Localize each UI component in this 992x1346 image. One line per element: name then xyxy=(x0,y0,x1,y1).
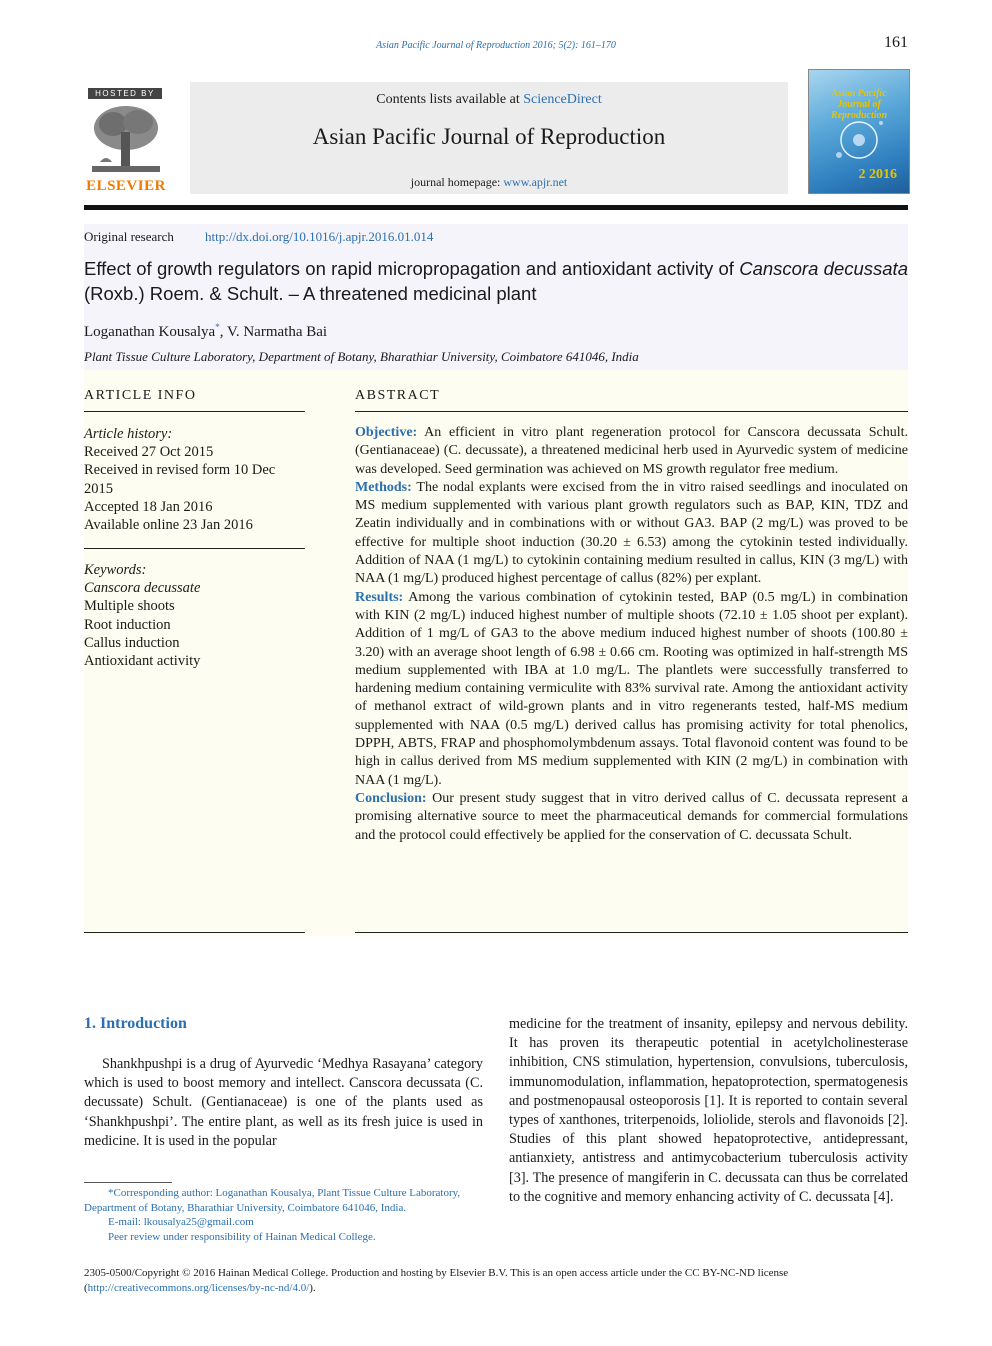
keyword: Root induction xyxy=(84,616,171,633)
affiliation: Plant Tissue Culture Laboratory, Department of Botany, Bharathiar University, Coimbatore 641046, India xyxy=(84,349,639,364)
journal-homepage: journal homepage: www.apjr.net xyxy=(410,175,568,189)
abstract-objective: Objective: An efficient in vitro plant regeneration protocol for Canscora decussata Schult. (Gentianaceae) (C. decussate), a threatened medicinal herb used in Ayurvedic system of medicine was developed. Seed germination was achieved on MS growth regulator free medium. xyxy=(355,425,908,477)
article-title: Effect of growth regulators on rapid micropropagation and antioxidant activity of Canscora decussata (Roxb.) Roem. & Schult. – A threatened medicinal plant xyxy=(84,258,908,304)
cover-title: Asian Pacific Journal of Reproduction xyxy=(830,88,888,121)
article-info-heading: ARTICLE INFO xyxy=(84,388,197,403)
article-history: Article history: Received 27 Oct 2015 Received in revised form 10 Dec 2015 Accepted 18 Jan 2016 Available online 23 Jan 2016 xyxy=(84,425,305,534)
keyword: Canscora decussate xyxy=(84,580,201,597)
history-item: Received 27 Oct 2015 xyxy=(84,444,214,461)
contents-line: Contents lists available at ScienceDirect xyxy=(376,92,602,107)
keyword: Multiple shoots xyxy=(84,598,175,615)
article-type: Original research xyxy=(84,229,174,244)
elsevier-wordmark: ELSEVIER xyxy=(86,178,166,194)
cover-issue: 2 2016 xyxy=(858,167,897,182)
doi-link[interactable]: http://dx.doi.org/10.1016/j.apjr.2016.01.014 xyxy=(205,229,434,244)
elsevier-tree-logo xyxy=(88,102,164,176)
homepage-link[interactable]: www.apjr.net xyxy=(503,175,568,189)
abstract-results: Results: Among the various combination of cytokinin tested, BAP (0.5 mg/L) in combination with KIN (2 mg/L) induced highest number of multiple shoots (72.10 ± 1.05 shoot per explant). Addition of 1 mg/L of GA3 to the above medium induced highest number of shoots (100.80 ± 3.20) with an average shoot length of 6.98 ± 0.66 cm. Rooting was optimized in half-strength MS medium supplemented with IBA at 1.0 mg/L. The plantlets were successfully transferred to hardening medium containing vermiculite with 83% survival rate. Among the antioxidant activity of methanol extract of wild-grown plants and in vitro regenerants tested, half-MS medium supplemented with NAA (0.5 mg/L) derived callus has promising activity for total phenolics, DPPH, ABTS, FRAP and phosphomolymbdenum assays. Total flavonoid content was found to be high in callus derived from MS medium supplemented with KIN (2 mg/L) in combination with NAA (1 mg/L). xyxy=(355,589,908,788)
sciencedirect-link[interactable]: ScienceDirect xyxy=(523,92,602,107)
corresponding-mark[interactable]: * xyxy=(215,322,220,332)
abstract-heading: ABSTRACT xyxy=(355,388,441,403)
email-link[interactable]: lkousalya25@gmail.com xyxy=(143,1216,254,1228)
cover-graphic xyxy=(829,115,889,165)
author-2: V. Narmatha Bai xyxy=(226,324,328,340)
author-list: Loganathan Kousalya*, V. Narmatha Bai xyxy=(84,322,328,340)
introduction-heading: 1. Introduction xyxy=(84,1015,187,1032)
journal-cover-image xyxy=(808,69,910,194)
journal-header-box xyxy=(190,82,788,194)
header-divider xyxy=(84,205,908,210)
license-link[interactable]: http://creativecommons.org/licenses/by-nc-nd/4.0/ xyxy=(87,1282,310,1294)
history-rule xyxy=(84,548,305,549)
journal-title: Asian Pacific Journal of Reproduction xyxy=(312,124,666,149)
keywords-block: Keywords: Canscora decussate Multiple shoots Root induction Callus induction Antioxidant activity xyxy=(84,561,305,670)
corresponding-footnote: *Corresponding author: Loganathan Kousalya, Plant Tissue Culture Laboratory, Department of Botany, Bharathiar University, Coimbatore 641046, India. xyxy=(84,1187,461,1214)
intro-left-paragraph: Shankhpushpi is a drug of Ayurvedic ‘Medhya Rasayana’ category which is used to boost memory and intellect. Canscora decussata (C. decussate) Schult. (Gentianaceae) is one of the plants used as ‘Shankhpushpi’. The entire plant, as well as its fresh juice is used in medicine. It is used in the popular xyxy=(84,1056,483,1149)
peer-review-note: Peer review under responsibility of Hainan Medical College. xyxy=(108,1231,376,1243)
keyword: Callus induction xyxy=(84,634,180,651)
info-bottom-rule xyxy=(84,932,305,933)
copyright-notice: 2305-0500/Copyright © 2016 Hainan Medical College. Production and hosting by Elsevier B.V. This is an open access article under the CC BY-NC-ND license (http://creativecommons.org/licenses/by-nc-nd/4.0/). xyxy=(84,1267,789,1294)
page-number: 161 xyxy=(884,34,908,51)
email-footnote: E-mail: lkousalya25@gmail.com xyxy=(108,1216,254,1228)
author-1: Loganathan Kousalya xyxy=(84,324,216,340)
abstract-rule xyxy=(355,411,908,412)
footnote-rule xyxy=(84,1182,172,1183)
history-item: Received in revised form 10 Dec 2015 xyxy=(84,462,276,497)
history-item: Available online 23 Jan 2016 xyxy=(84,517,253,534)
keyword: Antioxidant activity xyxy=(84,653,201,670)
intro-right-paragraph: medicine for the treatment of insanity, epilepsy and nervous debility. It has proven its therapeutic potential in acetylcholinesterase inhibition, CNS stimulation, hypertension, convulsions, tuberculosis, immunomodulation, inflammation, hepatoprotection, spermatogenesis and postmenopausal osteoporosis [1]. It is reported to contain several types of xanthones, triterpenoids, loliolide, sterols and flavonoids [2]. Studies of this plant showed hepatoprotective, antidepressant, antianxiety, antistress and antimycobacterium tuberculosis activity [3]. The presence of mangiferin in C. decussata can thus be correlated to the cognitive and memory enhancing activity of C. decussata [4]. xyxy=(509,1016,908,1205)
abstract-conclusion: Conclusion: Our present study suggest that in vitro derived callus of C. decussata represent a promising alternative source to meet the pharmaceutical demands for commercial formulations and the protocol could effectively be applied for the conservation of C. decussata Schult. xyxy=(355,790,908,843)
article-info-rule xyxy=(84,411,305,412)
history-item: Accepted 18 Jan 2016 xyxy=(84,498,213,515)
hosted-by-label: HOSTED BY xyxy=(88,88,162,99)
running-head: Asian Pacific Journal of Reproduction 2016; 5(2): 161–170 xyxy=(376,40,616,51)
abstract-bottom-rule xyxy=(355,932,908,933)
abstract-body xyxy=(355,424,908,845)
abstract-methods: Methods: The nodal explants were excised from the in vitro raised seedlings and inoculated on MS medium supplemented with various plant growth regulators such as BAP, KIN, TDZ and Zeatin individually and in combinations with or without GA3. BAP (2 mg/L) was proved to be effective for multiple shoot induction (30.20 ± 6.53) among the cytokinin tested individually. Addition of NAA (1 mg/L) to cytokinin containing medium resulted in callus, KIN (3 mg/L) with NAA (1 mg/L) produced highest percentage of callus (82%) per explant. xyxy=(355,479,908,587)
